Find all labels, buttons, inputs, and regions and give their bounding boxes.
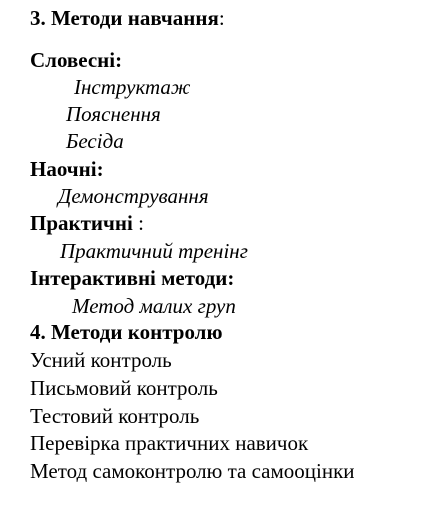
interactive-methods-label: Інтерактивні методи: — [30, 266, 235, 290]
verbal-methods-label: Словесні: — [30, 48, 123, 72]
verbal-item-explanation: Пояснення — [66, 102, 161, 126]
section-3-heading — [30, 8, 225, 29]
practical-methods-label-colon: : — [132, 211, 144, 235]
control-item-oral: Усний контроль — [30, 348, 172, 372]
control-item-self-assessment: Метод самоконтролю та самооцінки — [30, 459, 355, 483]
control-item-test: Тестовий контроль — [30, 404, 200, 428]
practical-item-training: Практичний тренінг — [60, 239, 248, 263]
section-4-heading: 4. Методи контролю — [30, 320, 223, 344]
section-3-heading-colon: : — [218, 6, 225, 30]
practical-methods-label-text: Практичні — [30, 211, 133, 235]
verbal-item-instruction: Інструктаж — [74, 75, 191, 99]
visual-item-demonstration: Демонстрування — [58, 184, 209, 208]
practical-methods-label — [30, 213, 144, 234]
interactive-item-small-groups: Метод малих груп — [72, 294, 236, 318]
verbal-item-conversation: Бесіда — [66, 129, 124, 153]
control-item-written: Письмовий контроль — [30, 376, 218, 400]
control-item-practical-skills: Перевірка практичних навичок — [30, 431, 309, 455]
visual-methods-label: Наочні: — [30, 157, 104, 181]
section-3-heading-text: 3. Методи навчання — [30, 6, 219, 30]
